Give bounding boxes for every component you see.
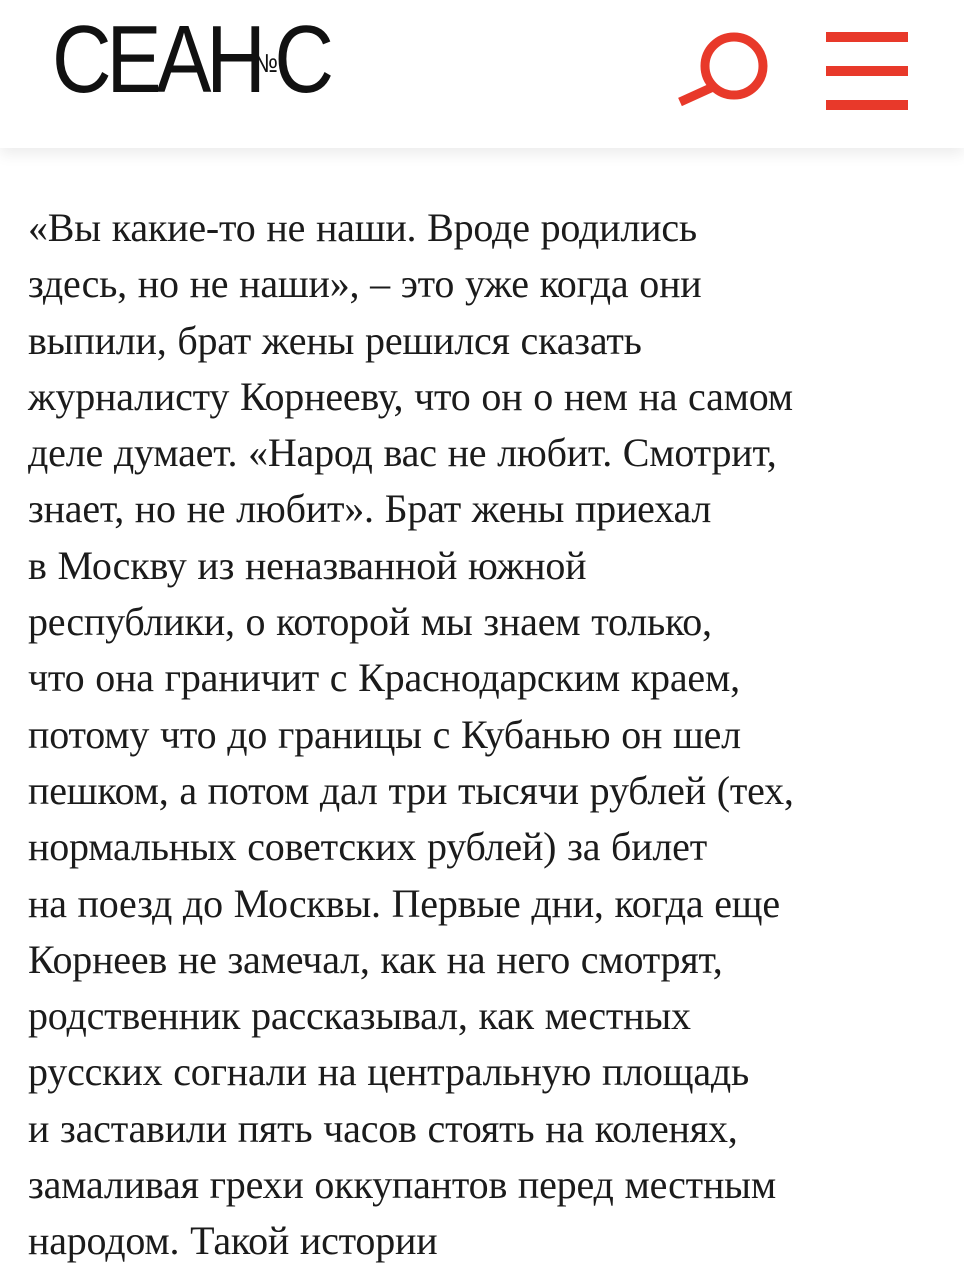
article-text-line: журналисту Корнееву, что он о нем на самом bbox=[28, 373, 793, 419]
article-text-line: республики, о которой мы знаем только, bbox=[28, 599, 712, 645]
logo-text-right: С bbox=[274, 5, 329, 113]
article-text-line: Корнеев не замечал, как на него смотрят, bbox=[28, 936, 723, 982]
article-text-line: народом. Такой истории bbox=[28, 1218, 438, 1264]
article-text-line: здесь, но не наши», – это уже когда они bbox=[28, 261, 702, 307]
article-text-line: родственник рассказывал, как местных bbox=[28, 993, 691, 1039]
site-logo[interactable] bbox=[52, 5, 374, 113]
hamburger-menu-icon bbox=[826, 30, 908, 112]
article-text-line: на поезд до Москвы. Первые дни, когда еще bbox=[28, 880, 780, 926]
article-text-line: деле думает. «Народ вас не любит. Смотрит, bbox=[28, 430, 777, 476]
search-button[interactable] bbox=[676, 30, 776, 110]
article-text-line: что она граничит с Краснодарским краем, bbox=[28, 655, 740, 701]
search-icon bbox=[676, 30, 776, 110]
article-text-line: знает, но не любит». Брат жены приехал bbox=[28, 486, 712, 532]
article-text-line: замаливая грехи оккупантов перед местным bbox=[28, 1162, 776, 1208]
article-text-line: пешком, а потом дал три тысячи рублей (тех, bbox=[28, 767, 794, 813]
article-text-line: русских согнали на центральную площадь bbox=[28, 1049, 750, 1095]
article-text-line: и заставили пять часов стоять на коленях, bbox=[28, 1105, 738, 1151]
site-header bbox=[0, 0, 964, 148]
article-body bbox=[28, 200, 938, 1270]
logo-text-left: СЕАН bbox=[52, 5, 261, 113]
article-paragraph bbox=[28, 200, 938, 1270]
article-text-line: выпили, брат жены решился сказать bbox=[28, 317, 642, 363]
article-text-line: потому что до границы с Кубанью он шел bbox=[28, 711, 741, 757]
menu-button[interactable] bbox=[826, 30, 908, 112]
article-text-line: «Вы какие-то не наши. Вроде родились bbox=[28, 205, 697, 250]
article-text-line: нормальных советских рублей) за билет bbox=[28, 824, 708, 870]
article-text-line: в Москву из неназванной южной bbox=[28, 542, 587, 588]
logo-number-sign: № bbox=[253, 47, 278, 78]
